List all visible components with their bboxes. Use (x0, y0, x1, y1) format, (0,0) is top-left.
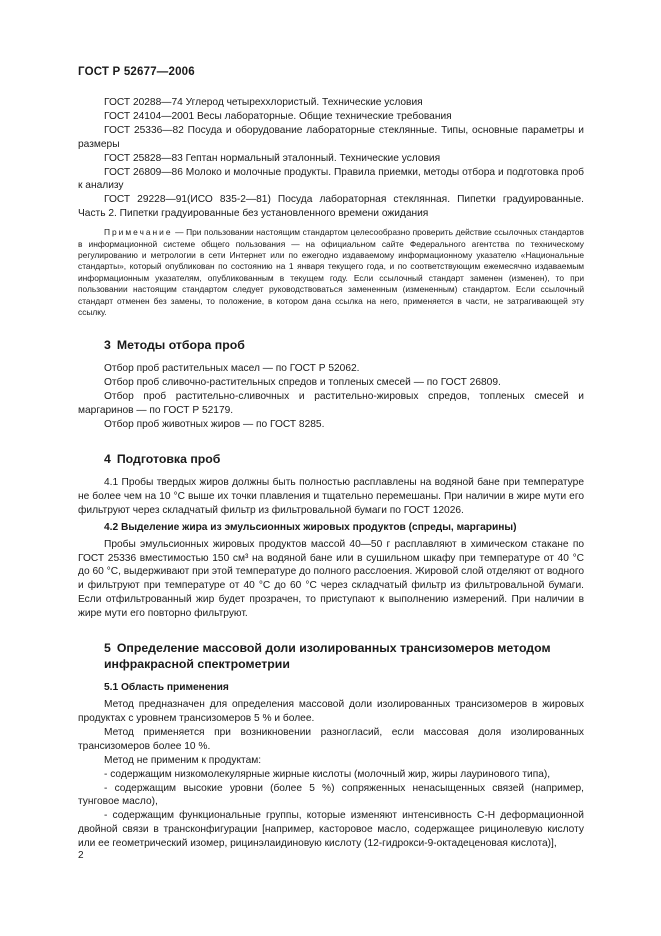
reference-item: ГОСТ 20288—74 Углерод четыреххлористый. Технические условия (104, 97, 423, 108)
page-content (78, 96, 584, 851)
section-4-heading (78, 451, 584, 467)
paragraph: Отбор проб растительных масел — по ГОСТ Р 52062. (104, 363, 360, 375)
list-item: - содержащим низкомолекулярные жирные кислоты (молочный жир, жиры лауринового типа), (104, 768, 551, 780)
paragraph: Метод применяется при возникновении разногласий, если массовая доля изолированных трансизомеров более 10 %. (78, 726, 584, 752)
list-item: - содержащим высокие уровни (более 5 %) сопряженных ненасыщенных связей (например, тунговое масло), (78, 782, 584, 808)
paragraph: Отбор проб растительно-сливочных и растительно-жировых спредов, топленых смесей и маргаринов — по ГОСТ Р 52179. (78, 391, 584, 417)
paragraph: Отбор проб животных жиров — по ГОСТ 8285. (104, 419, 325, 431)
reference-item: ГОСТ 29228—91(ИСО 835-2—81) Посуда лабораторная стеклянная. Пипетки градуированные. Часть 2. Пипетки градуированные без установленного времени ожидания (78, 194, 584, 220)
note-text: — При пользовании настоящим стандартом целесообразно проверить действие ссылочных стандартов в информационной системе общего пользования — на официальном сайте Федерального агентства по техническому регулированию и метрологии в сети Интернет или по ежегодно издаваемому информационному указателю «Национальные стандарты», который опубликован по состоянию на 1 января текущего года, и по соответствующим ежемесячно издаваемым информационным указателям, опубликованным в текущем году. Если ссылочный стандарт заменен (изменен), то при пользовании настоящим стандартом следует руководствоваться замененным (измененным) стандартом. Если ссылочный стандарт отменен без замены, то положение, в котором дана ссылка на него, применяется в части, не затрагивающей эту ссылку. (78, 227, 584, 317)
section-number: 5 (104, 641, 111, 656)
reference-item: ГОСТ 25828—83 Гептан нормальный эталонный. Технические условия (104, 152, 441, 164)
note-paragraph (78, 227, 584, 318)
section-5-heading (78, 640, 584, 672)
section-number: 4 (104, 451, 111, 466)
note-label: Примечание (104, 227, 173, 238)
subsection-heading: 5.1 Область применения (104, 682, 229, 694)
reference-item: ГОСТ 25336—82 Посуда и оборудование лабораторные стеклянные. Типы, основные параметры и размеры (78, 124, 584, 150)
section-title: Определение массовой доли изолированных трансизомеров методом инфракрасной спектрометрии (104, 641, 551, 672)
page-header: ГОСТ Р 52677—2006 (78, 66, 195, 78)
page-number: 2 (78, 850, 84, 861)
reference-item: ГОСТ 26809—86 Молоко и молочные продукты. Правила приемки, методы отбора и подготовка проб к анализу (78, 166, 584, 192)
paragraph: Пробы эмульсионных жировых продуктов массой 40—50 г расплавляют в химическом стакане по ГОСТ 25336 вместимостью 150 см³ на водяной бане или в сушильном шкафу при температуре от 40 °С до 60 °С, выдерживают при этой температуре до полного расслоения. Жировой слой отделяют от водного и фильтруют при температуре от 40 °С до 60 °С через складчатый фильтр из фильтровальной бумаги. Если отфильтрованный жир будет прозрачен, то приступают к выполнению измерений. При наличии в жире мути его повторно фильтруют. (78, 538, 584, 620)
section-title: Подготовка проб (116, 451, 221, 466)
paragraph: 4.1 Пробы твердых жиров должны быть полностью расплавлены на водяной бане при температуре не более чем на 10 °С выше их точки плавления и тщательно перемешаны. При наличии в жире мути его фильтруют через складчатый фильтр из фильтровальной бумаги по ГОСТ 12026. (78, 476, 584, 516)
paragraph: Метод предназначен для определения массовой доли изолированных трансизомеров в жировых продуктах с уровнем трансизомеров 5 % и более. (78, 699, 584, 724)
list-item: - содержащим функциональные группы, которые изменяют интенсивность С-Н деформационной двойной связи в трансконфигурации [например, касторовое масло, содержащее рицинолевую кислоту или ее геометрический изомер, рицинэлаидиновую кислоту (12-гидрокси-9-октадеценовая кислота)], (78, 810, 584, 850)
section-number: 3 (104, 338, 111, 353)
paragraph: Метод не применим к продуктам: (104, 754, 262, 766)
subsection-heading: 4.2 Выделение жира из эмульсионных жировых продуктов (спреды, маргарины) (104, 521, 517, 533)
section-3-heading (78, 337, 584, 353)
section-title: Методы отбора проб (116, 338, 245, 353)
reference-item: ГОСТ 24104—2001 Весы лабораторные. Общие технические требования (104, 110, 452, 122)
paragraph: Отбор проб сливочно-растительных спредов и топленых смесей — по ГОСТ 26809. (104, 377, 501, 389)
